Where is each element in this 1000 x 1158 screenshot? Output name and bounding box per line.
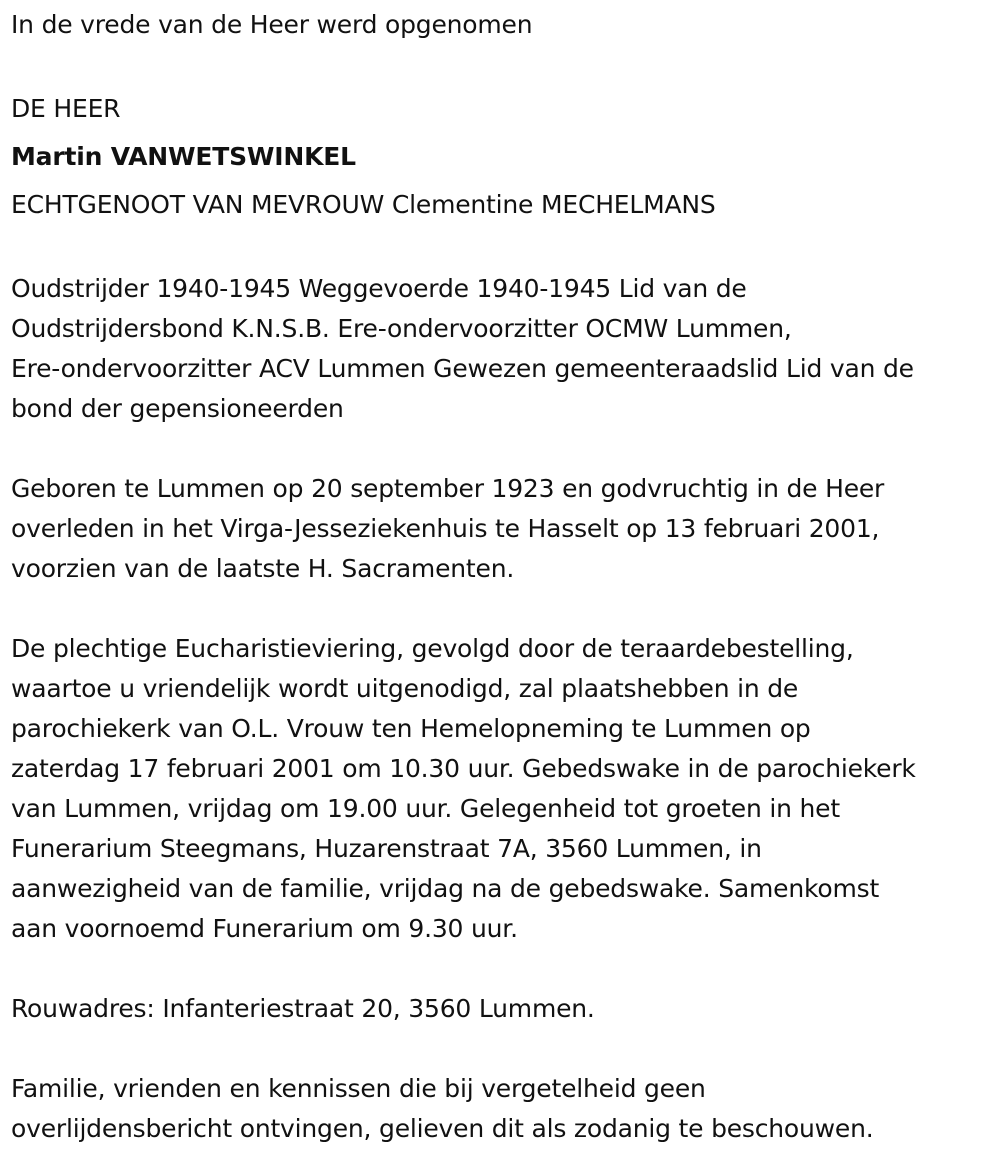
mourning-address: Rouwadres: Infanteriestraat 20, 3560 Lummen. xyxy=(11,994,595,1023)
ceremony-line: parochiekerk van O.L. Vrouw ten Hemelopneming te Lummen op xyxy=(11,714,811,743)
deceased-name: Martin VANWETSWINKEL xyxy=(11,142,356,171)
address-paragraph xyxy=(11,989,996,1029)
ceremony-line: aanwezigheid van de familie, vrijdag na de gebedswake. Samenkomst xyxy=(11,874,880,903)
ceremony-line: De plechtige Eucharistieviering, gevolgd door de teraardebestelling, xyxy=(11,634,854,663)
ceremony-line: aan voornoemd Funerarium om 9.30 uur. xyxy=(11,914,518,943)
salutation: DE HEER xyxy=(11,94,121,123)
titles-line: Oudstrijdersbond K.N.S.B. Ere-ondervoorzitter OCMW Lummen, xyxy=(11,314,792,343)
ceremony-line: van Lummen, vrijdag om 19.00 uur. Gelegenheid tot groeten in het xyxy=(11,794,840,823)
birth-death-paragraph xyxy=(11,469,996,589)
ceremony-line: waartoe u vriendelijk wordt uitgenodigd, zal plaatshebben in de xyxy=(11,674,799,703)
birth-death-line: overleden in het Virga-Jesseziekenhuis te Hasselt op 13 februari 2001, xyxy=(11,514,880,543)
titles-paragraph xyxy=(11,269,996,429)
ceremony-paragraph xyxy=(11,629,996,949)
ceremony-line: zaterdag 17 februari 2001 om 10.30 uur. Gebedswake in de parochiekerk xyxy=(11,754,916,783)
closing-line: overlijdensbericht ontvingen, gelieven dit als zodanig te beschouwen. xyxy=(11,1114,874,1143)
ceremony-line: Funerarium Steegmans, Huzarenstraat 7A, 3560 Lummen, in xyxy=(11,834,762,863)
intro-line: In de vrede van de Heer werd opgenomen xyxy=(11,10,533,39)
spouse-line: ECHTGENOOT VAN MEVROUW Clementine MECHELMANS xyxy=(11,190,716,219)
closing-line: Familie, vrienden en kennissen die bij vergetelheid geen xyxy=(11,1074,706,1103)
birth-death-line: voorzien van de laatste H. Sacramenten. xyxy=(11,554,515,583)
closing-paragraph xyxy=(11,1069,996,1149)
death-notice xyxy=(11,5,996,1149)
birth-death-line: Geboren te Lummen op 20 september 1923 en godvruchtig in de Heer xyxy=(11,474,885,503)
titles-line: Oudstrijder 1940-1945 Weggevoerde 1940-1945 Lid van de xyxy=(11,274,747,303)
titles-line: Ere-ondervoorzitter ACV Lummen Gewezen gemeenteraadslid Lid van de xyxy=(11,354,914,383)
titles-line: bond der gepensioneerden xyxy=(11,394,344,423)
